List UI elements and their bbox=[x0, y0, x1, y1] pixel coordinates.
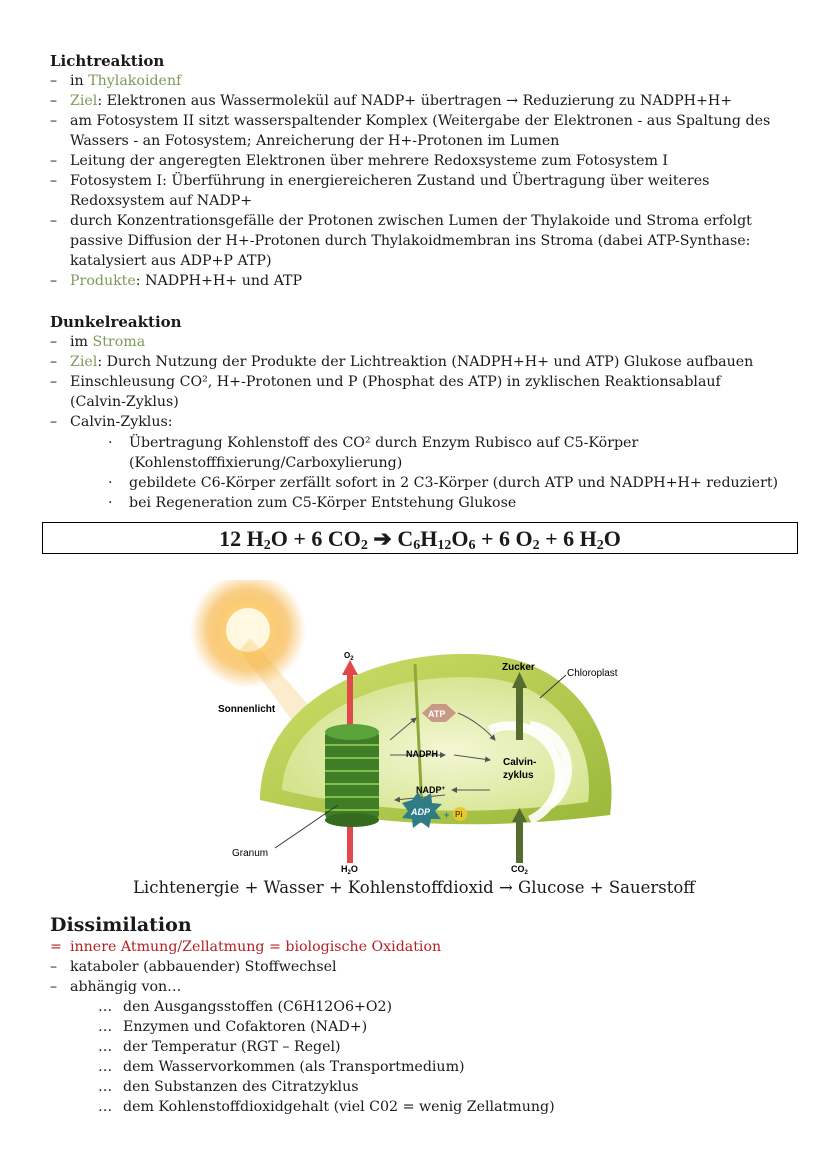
list-item: – Leitung der angeregten Elektronen über mehrere Redoxsysteme zum Fotosystem I bbox=[50, 153, 669, 169]
label-pi: Pi bbox=[455, 810, 463, 819]
list-item: – am Fotosystem II sitzt wasserspaltender Komplex (Weitergabe der Elektronen - aus Spaltung des Wassers - an Fotosystem; Anreicherung der H+-Protonen im Lumen bbox=[50, 113, 771, 149]
label-granum: Granum bbox=[232, 848, 269, 859]
label-co2: $CO_2$ bbox=[511, 864, 528, 876]
co2-arrow-shaft bbox=[516, 818, 523, 863]
list-dunkelreaktion bbox=[50, 332, 780, 432]
label-o2: $O_2$ bbox=[344, 651, 354, 662]
list-item: – Einschleusung CO², H+-Protonen und P (Phosphat des ATP) in zyklischen Reaktionsablauf (Calvin-Zyklus) bbox=[50, 374, 721, 410]
list-item: · gebildete C6-Körper zerfällt sofort in 2 C3-Körper (durch ATP und NADPH+H+ reduziert) bbox=[108, 475, 779, 491]
list-item: … dem Wasservorkommen (als Transportmedium) bbox=[98, 1059, 465, 1075]
list-item: – Calvin-Zyklus: bbox=[50, 414, 173, 430]
label-nadph: NADPH bbox=[406, 749, 439, 759]
label-plus: + bbox=[444, 810, 450, 820]
label-zucker: Zucker bbox=[502, 662, 535, 673]
label-calvin-2: zyklus bbox=[503, 770, 534, 781]
list-item: – durch Konzentrationsgefälle der Protonen zwischen Lumen der Thylakoide und Stroma erfolgt passive Diffusion der H+-Protonen durch Thylakoidmembran ins Stroma (dabei ATP-Synthase: katalysiert aus ADP+P ATP) bbox=[50, 213, 752, 269]
list-item: – Fotosystem I: Überführung in energiereicheren Zustand und Übertragung über weiteres Redoxsystem auf NADP+ bbox=[50, 173, 710, 209]
zucker-arrow-shaft bbox=[516, 685, 523, 740]
list-lichtreaktion bbox=[50, 71, 780, 291]
list-item: … den Substanzen des Citratzyklus bbox=[98, 1079, 359, 1095]
list-calvin bbox=[108, 433, 788, 513]
list-item: · bei Regeneration zum C5-Körper Entstehung Glukose bbox=[108, 495, 517, 511]
list-item: … der Temperatur (RGT – Regel) bbox=[98, 1039, 341, 1055]
label-atp: ATP bbox=[428, 709, 446, 719]
list-item: – kataboler (abbauender) Stoffwechsel bbox=[50, 959, 337, 975]
list-item: – abhängig von… bbox=[50, 979, 182, 995]
heading-dissimilation: Dissimilation bbox=[50, 914, 192, 936]
label-h2o: $H_2O$ bbox=[341, 864, 358, 876]
list-item: – im Stroma bbox=[50, 334, 146, 350]
heading-dunkelreaktion: Dunkelreaktion bbox=[50, 313, 182, 331]
list-dissimilation bbox=[50, 937, 780, 997]
list-item: … dem Kohlenstoffdioxidgehalt (viel C02 = wenig Zellatmung) bbox=[98, 1099, 555, 1115]
list-dependencies bbox=[98, 997, 758, 1117]
list-item: – Ziel: Durch Nutzung der Produkte der Lichtreaktion (NADPH+H+ und ATP) Glukose aufbauen bbox=[50, 354, 754, 370]
label-adp: ADP bbox=[411, 807, 431, 817]
list-item-definition: = innere Atmung/Zellatmung = biologische Oxidation bbox=[50, 939, 442, 955]
heading-lichtreaktion: Lichtreaktion bbox=[50, 52, 165, 70]
equation-box: 12 $H_2O + 6$ $CO_2$ ➔ $C_6H_{12}O_6 + 6$ $O_2 + 6$ $H_2O$ bbox=[42, 522, 798, 554]
label-calvin-1: Calvin- bbox=[503, 757, 537, 768]
figure-caption: Lichtenergie + Wasser + Kohlenstoffdioxid → Glucose + Sauerstoff bbox=[132, 878, 696, 897]
list-item: – Produkte: NADPH+H+ und ATP bbox=[50, 273, 303, 289]
granum-stack bbox=[325, 724, 379, 827]
label-nadp: NADP+ bbox=[416, 785, 446, 795]
photosynthesis-figure bbox=[190, 580, 640, 880]
o2-arrow-head bbox=[342, 660, 358, 675]
list-item: … den Ausgangsstoffen (C6H12O6+O2) bbox=[98, 999, 393, 1015]
list-item: · Übertragung Kohlenstoff des CO² durch Enzym Rubisco auf C5-Körper (Kohlenstofffixierung/Carboxylierung) bbox=[108, 435, 639, 471]
granum-pointer bbox=[275, 805, 338, 848]
label-chloroplast: Chloroplast bbox=[567, 668, 618, 679]
list-item: – Ziel: Elektronen aus Wassermolekül auf NADP+ übertragen → Reduzierung zu NADPH+H+ bbox=[50, 93, 733, 109]
list-item: … Enzymen und Cofaktoren (NAD+) bbox=[98, 1019, 368, 1035]
list-item: – in Thylakoidenf bbox=[50, 73, 182, 89]
label-sonnenlicht: Sonnenlicht bbox=[218, 704, 276, 715]
